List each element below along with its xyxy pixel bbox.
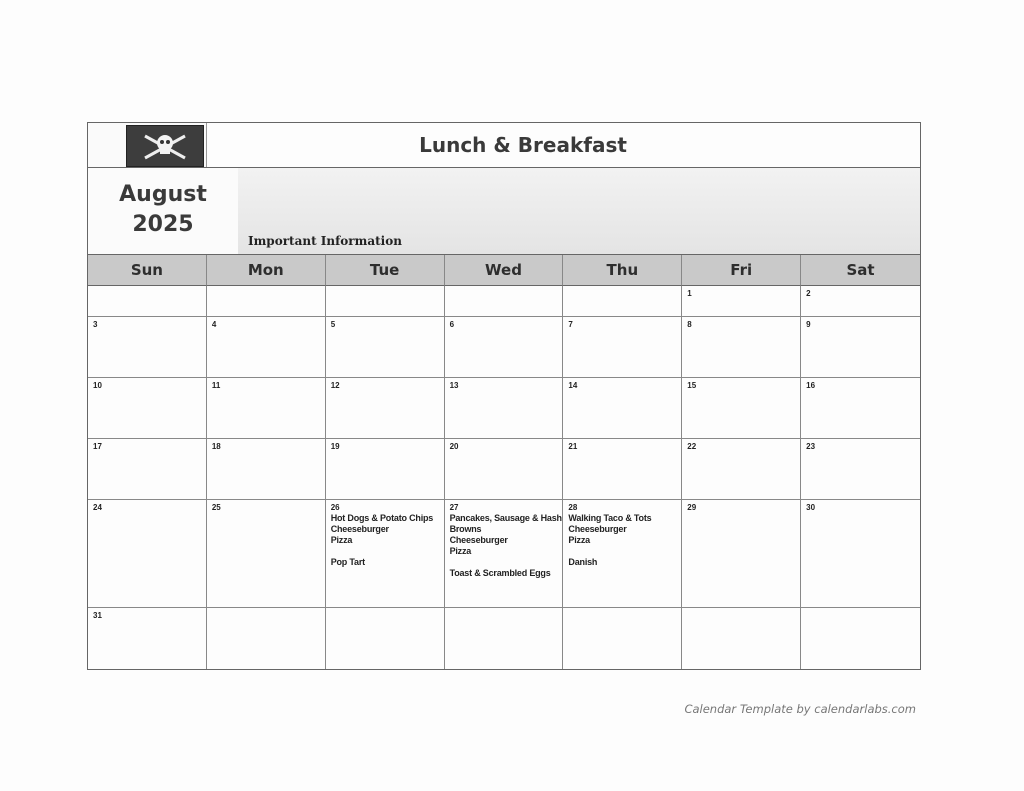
footer-credit: Calendar Template by calendarlabs.com: [684, 702, 916, 716]
weekday-fri: Fri: [682, 255, 801, 286]
day-number: 29: [687, 503, 697, 512]
day-cell: [326, 317, 445, 378]
day-number: 28: [568, 503, 578, 512]
lunch-item: Cheeseburger: [330, 524, 389, 534]
breakfast-item: Danish: [568, 557, 598, 567]
day-number: 8: [687, 320, 692, 329]
day-cell: [207, 317, 326, 378]
info-row: [88, 168, 920, 255]
calendar-sheet: [87, 122, 921, 670]
day-number: 23: [806, 442, 816, 451]
page-title: Lunch & Breakfast: [419, 133, 627, 157]
day-number: 10: [93, 381, 102, 390]
weekday-header: [88, 255, 920, 286]
day-cell: [88, 317, 207, 378]
day-cell: [445, 608, 564, 669]
day-number: 31: [93, 611, 102, 620]
day-cell: [88, 439, 207, 500]
day-number: 16: [806, 381, 816, 390]
day-cell: [682, 608, 801, 669]
day-number: 12: [330, 381, 340, 390]
day-cell: [563, 286, 682, 317]
day-cell: [326, 500, 445, 608]
day-cell: [563, 439, 682, 500]
day-cell: [563, 378, 682, 439]
day-cell: [88, 378, 207, 439]
day-number: 15: [687, 381, 697, 390]
week-row: [88, 439, 920, 500]
day-cell: [801, 439, 920, 500]
day-number: 2: [806, 289, 811, 298]
day-cell: [445, 378, 564, 439]
day-cell: [801, 378, 920, 439]
day-number: 1: [687, 289, 692, 298]
day-number: 14: [568, 381, 578, 390]
day-cell: [563, 317, 682, 378]
weekday-sun: Sun: [88, 255, 207, 286]
important-info-label: Important Information: [248, 234, 402, 248]
lunch-item: Walking Taco & Tots: [568, 513, 652, 523]
breakfast-item: Pop Tart: [330, 557, 365, 567]
month-year: [88, 168, 238, 254]
weekday-tue: Tue: [326, 255, 445, 286]
lunch-item: Cheeseburger: [449, 535, 508, 545]
day-cell: [326, 439, 445, 500]
day-number: 22: [687, 442, 697, 451]
day-number: 21: [568, 442, 578, 451]
day-cell: [682, 317, 801, 378]
day-cell: [445, 439, 564, 500]
week-row: [88, 608, 920, 669]
day-cell: [326, 286, 445, 317]
day-number: 30: [806, 503, 816, 512]
lunch-item: Browns: [449, 524, 482, 534]
breakfast-item: Toast & Scrambled Eggs: [449, 568, 551, 578]
day-number: 17: [93, 442, 102, 451]
lunch-item: Pizza: [568, 535, 590, 545]
month-label: August: [119, 182, 207, 207]
day-cell: [801, 500, 920, 608]
lunch-item: Pizza: [330, 535, 353, 545]
day-cell: [563, 500, 682, 608]
day-cell: [682, 378, 801, 439]
day-cell: [88, 500, 207, 608]
day-number: 26: [330, 503, 340, 512]
lunch-item: Pizza: [449, 546, 472, 556]
calendar-weeks: [88, 286, 920, 669]
title-row: [88, 123, 920, 168]
day-number: 11: [211, 381, 221, 390]
day-cell: [801, 608, 920, 669]
day-cell: [88, 608, 207, 669]
day-number: 24: [93, 503, 102, 512]
day-number: 4: [211, 320, 217, 329]
day-cell: [563, 608, 682, 669]
weekday-thu: Thu: [563, 255, 682, 286]
day-cell: [682, 500, 801, 608]
day-cell: [801, 317, 920, 378]
day-cell: [682, 286, 801, 317]
day-number: 25: [211, 503, 221, 512]
day-number: 3: [93, 320, 98, 329]
week-row: [88, 500, 920, 608]
day-cell: [207, 439, 326, 500]
day-cell: [801, 286, 920, 317]
day-number: 6: [449, 320, 455, 329]
week-row: [88, 317, 920, 378]
lunch-item: Cheeseburger: [568, 524, 627, 534]
day-number: 5: [330, 320, 336, 329]
day-cell: [682, 439, 801, 500]
logo-cell: [88, 123, 207, 167]
day-number: 7: [568, 320, 573, 329]
weekday-sat: Sat: [801, 255, 920, 286]
year-label: 2025: [132, 212, 194, 237]
day-number: 19: [330, 442, 340, 451]
lunch-item: Pancakes, Sausage & Hash: [449, 513, 562, 523]
day-cell: [207, 378, 326, 439]
day-cell: [207, 286, 326, 317]
day-cell: [88, 286, 207, 317]
week-row: [88, 378, 920, 439]
day-number: 27: [449, 503, 459, 512]
day-cell: [326, 608, 445, 669]
day-number: 20: [449, 442, 459, 451]
weekday-wed: Wed: [445, 255, 564, 286]
lunch-item: Hot Dogs & Potato Chips: [330, 513, 434, 523]
pirate-flag-icon: [126, 125, 204, 167]
day-cell: [207, 608, 326, 669]
day-number: 9: [806, 320, 811, 329]
day-cell: [445, 317, 564, 378]
day-number: 18: [211, 442, 221, 451]
day-cell: [445, 500, 564, 608]
weekday-mon: Mon: [207, 255, 326, 286]
week-row: [88, 286, 920, 317]
day-cell: [445, 286, 564, 317]
day-cell: [207, 500, 326, 608]
day-cell: [326, 378, 445, 439]
day-number: 13: [449, 381, 459, 390]
